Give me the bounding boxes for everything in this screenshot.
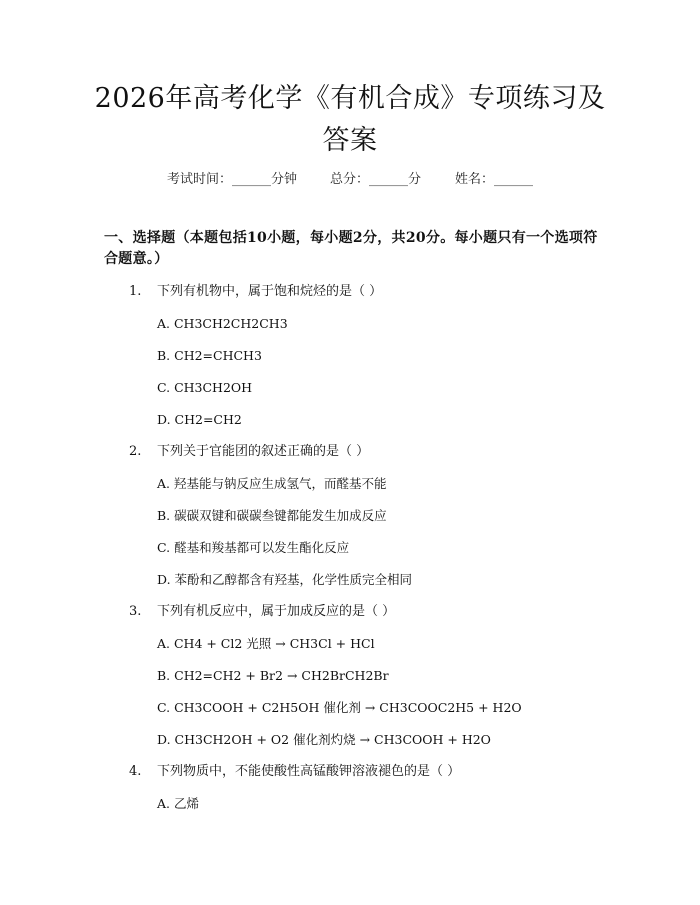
page-title: 2026年高考化学《有机合成》专项练习及答案 (94, 83, 606, 156)
question-option: A. 羟基能与钠反应生成氢气，而醛基不能 (157, 476, 387, 491)
question-option: D. CH3CH2OH + O2 催化剂灼烧 → CH3COOH + H2O (157, 732, 491, 747)
question-text: 下列关于官能团的叙述正确的是（ ） (157, 444, 370, 459)
question-option: C. 醛基和羧基都可以发生酯化反应 (157, 540, 350, 555)
question-option: D. CH2=CH2 (157, 412, 242, 427)
question-option: B. CH2=CH2 + Br2 → CH2BrCH2Br (157, 668, 389, 683)
question-option: A. CH3CH2CH2CH3 (157, 316, 288, 331)
question-number: 2. (129, 444, 142, 459)
question-number: 3. (129, 604, 142, 619)
question-option: B. CH2=CHCH3 (157, 348, 262, 363)
exam-time-label: 考试时间：______分钟 (167, 172, 298, 187)
question-text: 下列物质中，不能使酸性高锰酸钾溶液褪色的是（ ） (157, 764, 461, 779)
question-option: D. 苯酚和乙醇都含有羟基，化学性质完全相同 (157, 572, 413, 587)
question-option: A. 乙烯 (157, 796, 199, 811)
question-option: A. CH4 + Cl2 光照 → CH3Cl + HCl (157, 636, 375, 651)
question-number: 1. (129, 284, 142, 299)
student-name-label: 姓名：______ (455, 172, 534, 187)
question-option: C. CH3CH2OH (157, 380, 253, 395)
question-number: 4. (129, 764, 142, 779)
question-text: 下列有机反应中，属于加成反应的是（ ） (157, 604, 396, 619)
section-heading: 一、选择题（本题包括10小题，每小题2分，共20分。每小题只有一个选项符合题意。） (104, 230, 598, 267)
question-text: 下列有机物中，属于饱和烷烃的是（ ） (157, 284, 383, 299)
total-score-label: 总分：______分 (330, 172, 422, 187)
question-option: C. CH3COOH + C2H5OH 催化剂 → CH3COOC2H5 + H2O (157, 700, 522, 715)
question-option: B. 碳碳双键和碳碳叁键都能发生加成反应 (157, 508, 387, 523)
